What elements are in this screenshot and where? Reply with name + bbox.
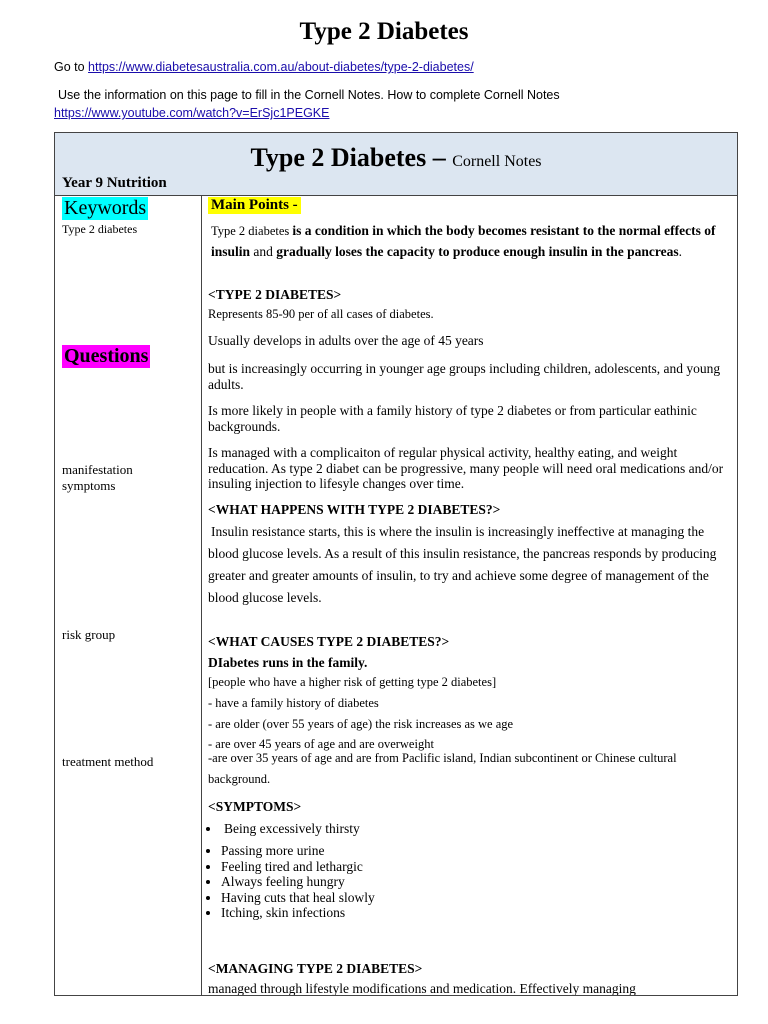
resistance-text: Insulin resistance starts, this is where the insulin is increasingly ineffective at managing the blood glucose levels. As a result of this insulin resistance, the pancreas responds by producing greater and greater amounts of insulin, to try and achieve some degree of management of the blood glucose levels. (208, 524, 717, 605)
runs-in-family-text: DIabetes runs in the family. (208, 655, 368, 670)
heading-causes: <WHAT CAUSES TYPE 2 DIABETES?> (208, 634, 450, 649)
notes-title-main: Type 2 Diabetes – (250, 143, 453, 172)
goto-label: Go to (54, 60, 89, 74)
notes-title (55, 143, 737, 173)
list-item: • Feeling tired and lethargic (221, 859, 731, 875)
managing-text: managed through lifestyle modifications and medication. Effectively managing (208, 981, 636, 996)
cue-treatment: treatment method (62, 754, 154, 769)
list-item: • Passing more urine (221, 843, 731, 859)
main-points-heading: Main Points - (208, 197, 301, 214)
symptom-list-first (208, 821, 731, 837)
column-divider (201, 195, 202, 996)
represents-text: Represents 85-90 per of all cases of diabetes. (208, 307, 434, 321)
heading-symptoms: <SYMPTOMS> (208, 799, 302, 814)
managed-text: Is managed with a complicaiton of regular physical activity, healthy eating, and weight reducation. As type 2 diabet can be progressive, many people will need oral medications and/or insuling injection to lifesyle changes over time. (208, 445, 724, 491)
cue-symptoms: symptoms (62, 478, 116, 493)
risk-item: -are over 35 years of age and are from Paclific island, Indian subcontinent or Chinese cultural background. (208, 751, 677, 786)
heading-managing: <MANAGING TYPE 2 DIABETES> (208, 961, 423, 976)
year-label: Year 9 Nutrition (62, 175, 167, 191)
cue-risk-group: risk group (62, 627, 116, 642)
keyword-item: Type 2 diabetes (62, 222, 138, 236)
family-text: Is more likely in people with a family history of type 2 diabetes or from particular eathinic backgrounds. (208, 403, 697, 434)
list-item: • Always feeling hungry (221, 874, 731, 890)
develops-text: Usually develops in adults over the age of 45 years (208, 333, 484, 348)
younger-text: but is increasingly occurring in younger age groups including children, adolescents, and young adults. (208, 361, 721, 392)
cue-manifestation: manifestation (62, 462, 133, 477)
higher-risk-text: [people who have a higher risk of getting type 2 diabetes] (208, 675, 497, 689)
definition-paragraph: Type 2 diabetes is a condition in which the body becomes resistant to the normal effects of insulin and gradually loses the capacity to produce enough insulin in the pancreas. (211, 223, 716, 259)
diabetes-australia-link[interactable]: https://www.diabetesaustralia.com.au/about-diabetes/type-2-diabetes/ (88, 60, 474, 74)
goto-line (54, 60, 474, 74)
youtube-link[interactable]: https://www.youtube.com/watch?v=ErSjc1PEGKE (54, 106, 330, 120)
notes-title-sub: Cornell Notes (452, 153, 542, 170)
risk-item: - are over 45 years of age and are overweight (208, 737, 434, 751)
list-item: • Itching, skin infections (221, 905, 731, 921)
notes-header (55, 133, 737, 196)
page-title: Type 2 Diabetes (299, 18, 469, 45)
risk-item: - have a family history of diabetes (208, 696, 379, 710)
cornell-notes-table (54, 132, 738, 996)
list-item: • Being excessively thirsty (221, 821, 731, 837)
questions-heading: Questions (64, 345, 149, 367)
symptom-list (208, 843, 731, 921)
keywords-heading: Keywords (64, 197, 147, 219)
heading-type2: <TYPE 2 DIABETES> (208, 287, 342, 302)
list-item: • Having cuts that heal slowly (221, 890, 731, 906)
instructions-text: Use the information on this page to fill in the Cornell Notes. How to complete Cornell Notes (58, 88, 560, 102)
risk-item: - are older (over 55 years of age) the risk increases as we age (208, 717, 514, 731)
heading-what-happens: <WHAT HAPPENS WITH TYPE 2 DIABETES?> (208, 502, 501, 517)
